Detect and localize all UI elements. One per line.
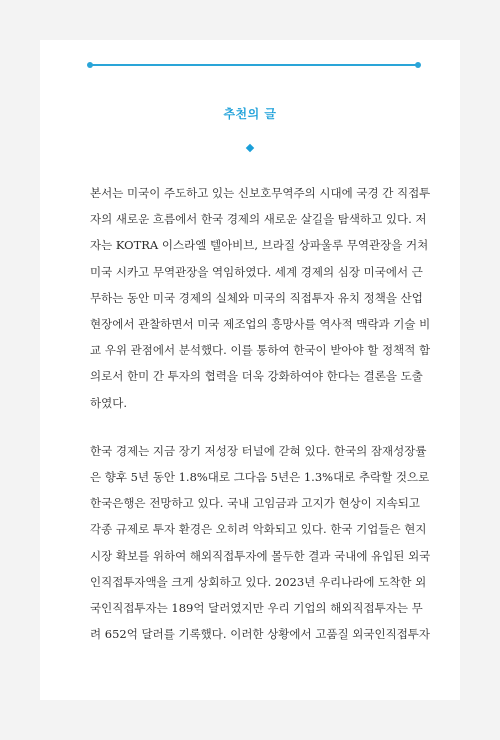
text-line: 하였다.	[90, 395, 127, 410]
text-line: 의로서 한미 간 투자의 협력을 더욱 강화하여야 한다는 결론을 도출	[90, 369, 423, 384]
text-line: 미국 시카고 무역관장을 역임하였다. 세계 경제의 심장 미국에서 근	[90, 264, 423, 279]
text-line: 시장 확보를 위하여 해외직접투자에 몰두한 결과 국내에 유입된 외국	[90, 548, 431, 563]
text-line: 한국은행은 전망하고 있다. 국내 고임금과 고지가 현상이 지속되고	[90, 496, 420, 511]
divider-dot-left	[87, 62, 93, 68]
text-line: 자의 새로운 흐름에서 한국 경제의 새로운 살길을 탐색하고 있다. 저	[90, 212, 427, 227]
text-line: 현장에서 관찰하면서 미국 제조업의 흥망사를 역사적 맥락과 기술 비	[90, 317, 431, 332]
divider-dot-right	[415, 62, 421, 68]
text-line: 은 향후 5년 동안 1.8%대로 그다음 5년은 1.3%대로 추락할 것으로	[90, 470, 430, 485]
diamond-ornament-icon	[246, 144, 254, 152]
paragraph-2	[90, 438, 431, 648]
text-line: 한국 경제는 지금 장기 저성장 터널에 갇혀 있다. 한국의 잠재성장률	[90, 443, 427, 458]
text-line: 자는 KOTRA 이스라엘 텔아비브, 브라질 상파울루 무역관장을 거쳐	[90, 238, 429, 253]
text-line: 무하는 동안 미국 경제의 실체와 미국의 직접투자 유치 정책을 산업	[90, 290, 423, 305]
section-heading: 추천의 글	[223, 107, 277, 121]
text-line: 각종 규제로 투자 환경은 오히려 악화되고 있다. 한국 기업들은 현지	[90, 522, 427, 537]
text-line: 려 652억 달러를 기록했다. 이러한 상황에서 고품질 외국인직접투자	[90, 627, 431, 642]
top-divider	[90, 64, 418, 66]
text-line: 본서는 미국이 주도하고 있는 신보호무역주의 시대에 국경 간 직접투	[90, 186, 431, 200]
book-page	[40, 40, 460, 700]
body-text	[90, 180, 431, 647]
paragraph-1	[90, 180, 431, 416]
text-line: 국인직접투자는 189억 달러였지만 우리 기업의 해외직접투자는 무	[90, 601, 423, 616]
text-line: 인직접투자액을 크게 상회하고 있다. 2023년 우리나라에 도착한 외	[90, 574, 427, 589]
text-line: 교 우위 관점에서 분석했다. 이를 통하여 한국이 받아야 할 정책적 함	[90, 343, 431, 358]
